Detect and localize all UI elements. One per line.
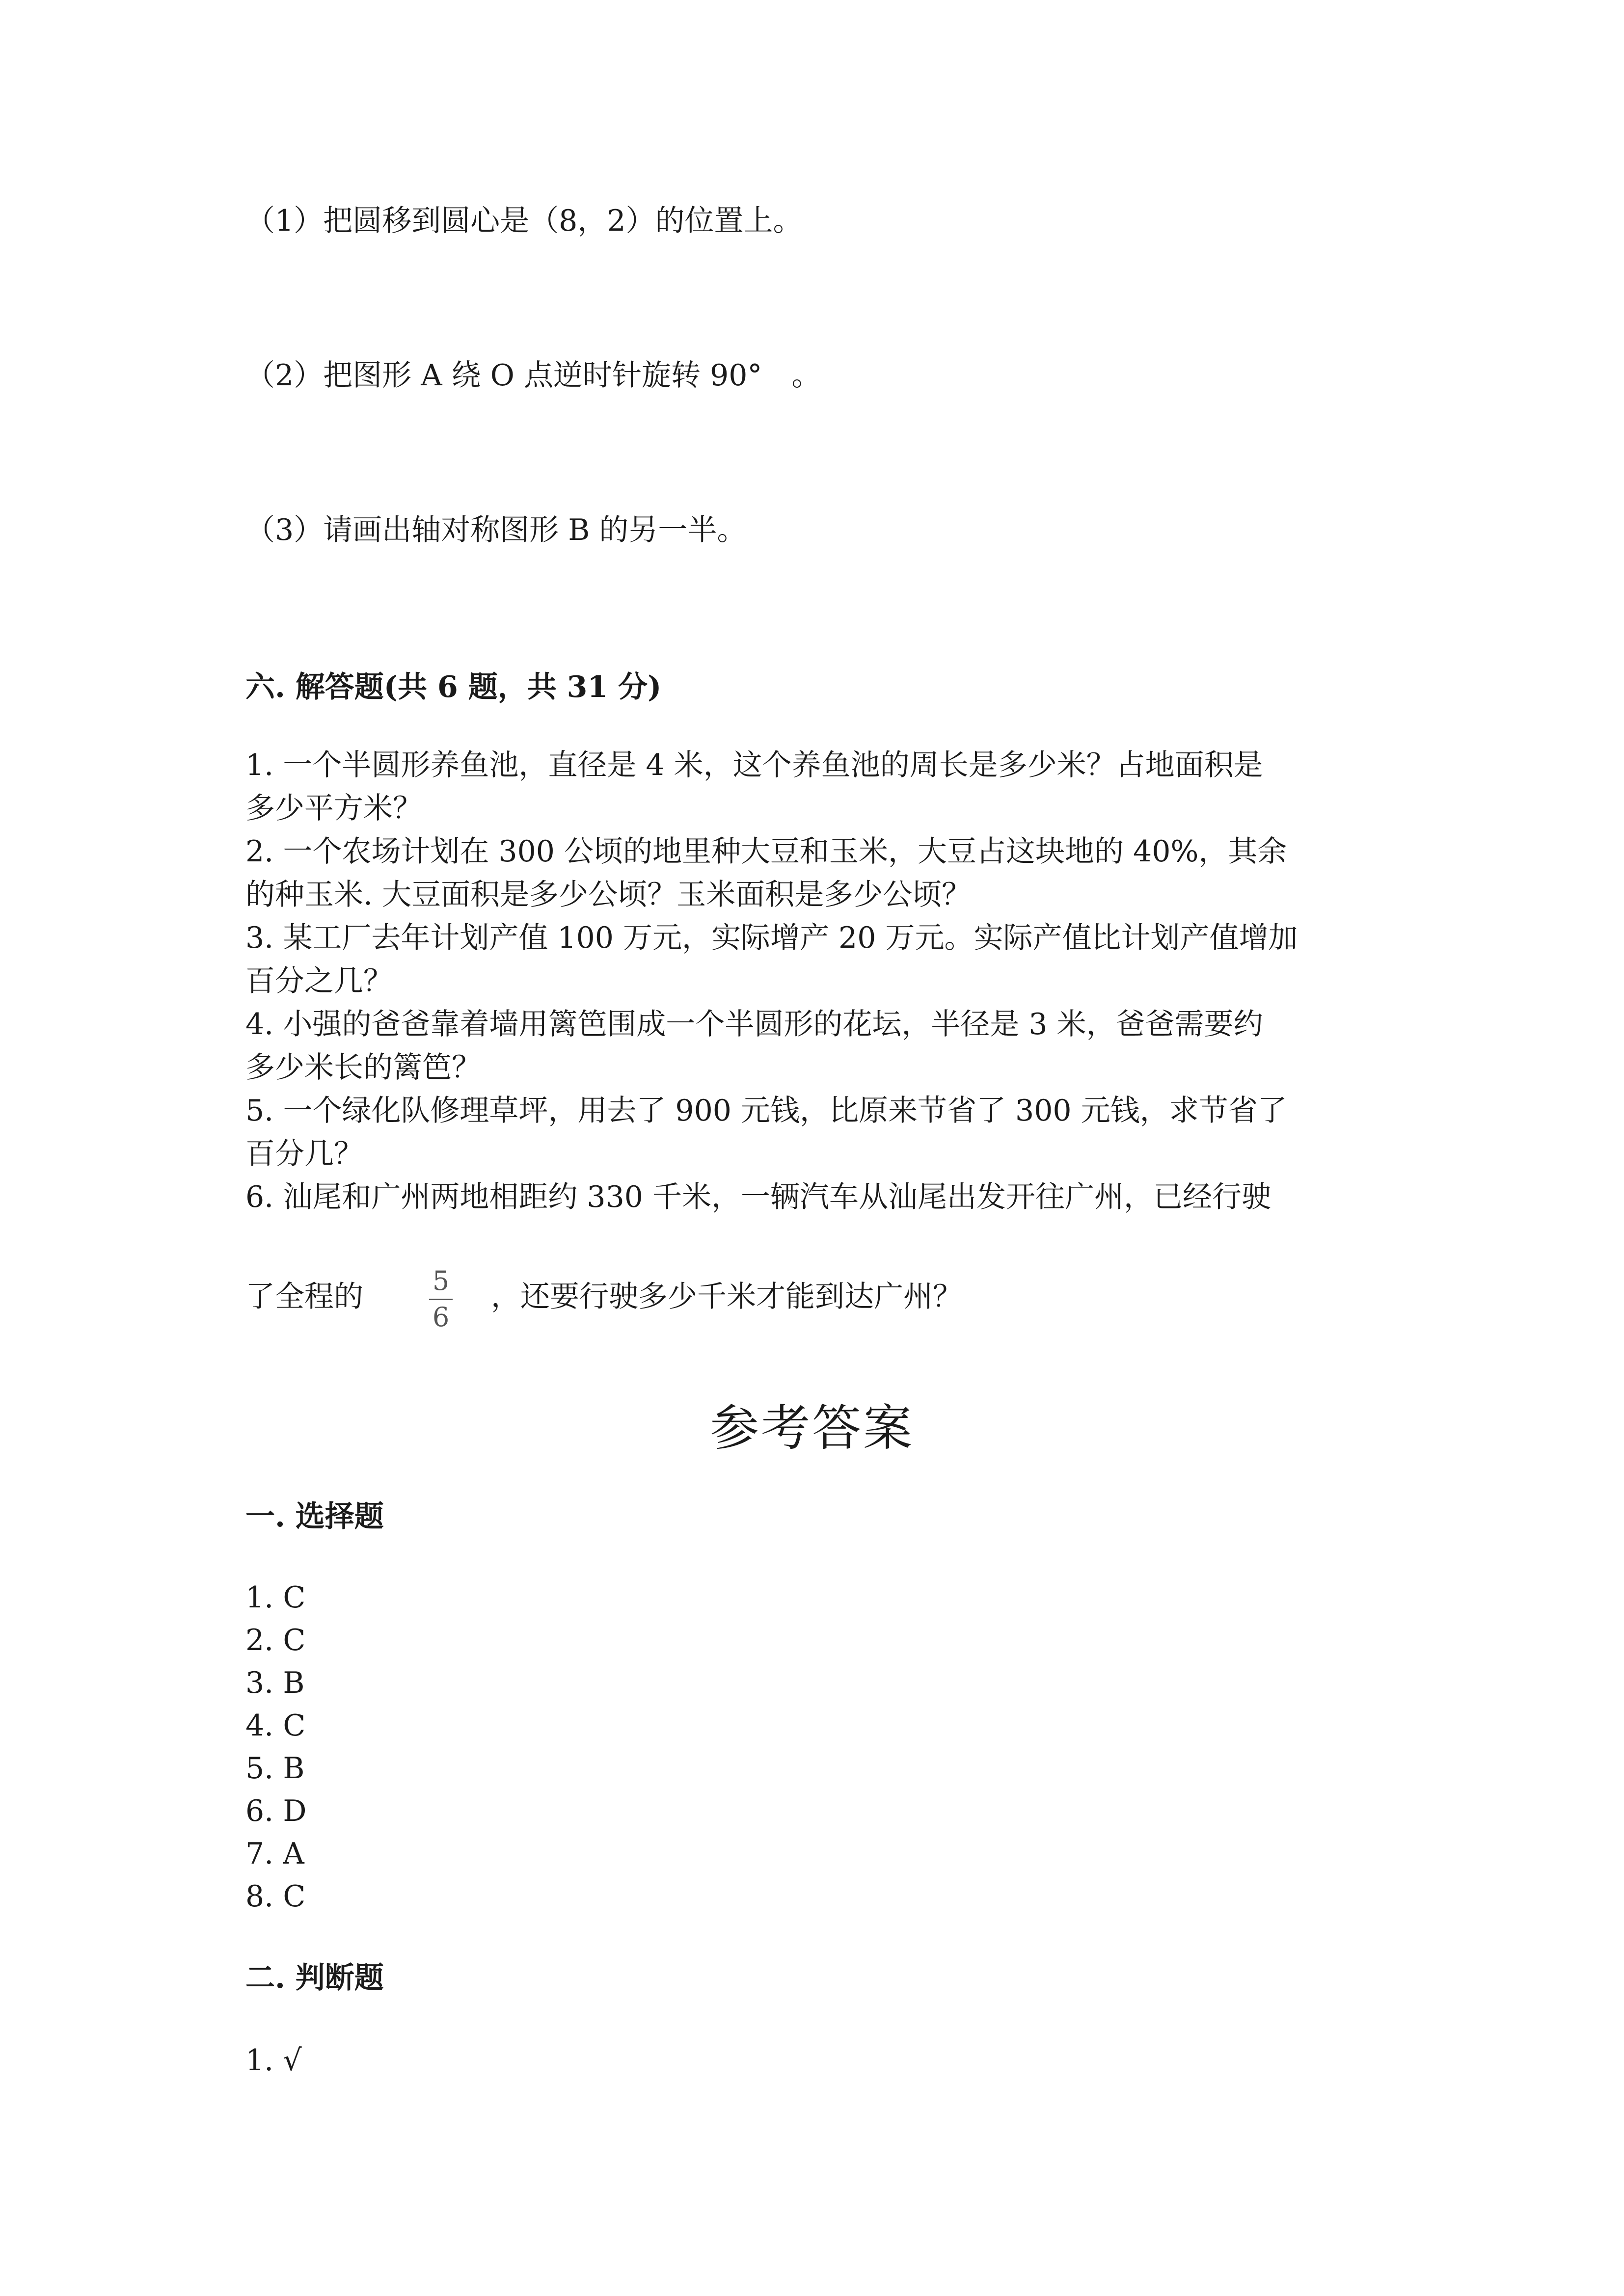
answer-item: 4. C: [245, 1709, 306, 1743]
fraction-denominator: 6: [432, 1302, 450, 1333]
problem-6-line-2-suffix: ，还要行驶多少千米才能到达广州？: [491, 1280, 962, 1314]
answer-section-heading-true-false: 二. 判断题: [245, 1961, 384, 1995]
problem-1-line-1: 1. 一个半圆形养鱼池，直径是 4 米，这个养鱼池的周长是多少米？占地面积是: [245, 748, 1263, 782]
problem-3-line-2: 百分之几？: [245, 964, 393, 998]
fraction-five-sixths: [426, 1266, 456, 1335]
answer-item: 5. B: [245, 1751, 305, 1786]
problem-6-line-2-prefix: 了全程的: [245, 1280, 363, 1314]
problem-4-line-1: 4. 小强的爸爸靠着墙用篱笆围成一个半圆形的花坛，半径是 3 米，爸爸需要约: [245, 1007, 1263, 1041]
problem-3-line-1: 3. 某工厂去年计划产值 100 万元，实际增产 20 万元。实际产值比计划产值增加: [245, 921, 1298, 955]
section-heading-answer-questions: 六. 解答题(共 6 题，共 31 分): [245, 670, 662, 704]
instruction-3: （3）请画出轴对称图形 B 的另一半。: [245, 513, 747, 547]
answer-item: 8. C: [245, 1879, 306, 1914]
instruction-2: （2）把图形 A 绕 O 点逆时针旋转 90° 。: [245, 358, 821, 393]
answer-key-title: 参考答案: [710, 1399, 914, 1457]
answer-item: 1. C: [245, 1580, 306, 1615]
fraction-numerator: 5: [432, 1265, 450, 1296]
answer-item: 7. A: [245, 1837, 304, 1871]
problem-4-line-2: 多少米长的篱笆？: [245, 1050, 481, 1085]
instruction-1: （1）把圆移到圆心是（8，2）的位置上。: [245, 204, 803, 238]
problem-5-line-1: 5. 一个绿化队修理草坪，用去了 900 元钱，比原来节省了 300 元钱，求节省了: [245, 1094, 1287, 1128]
answer-item: 3. B: [245, 1666, 305, 1700]
problem-2-line-1: 2. 一个农场计划在 300 公顷的地里种大豆和玉米，大豆占这块地的 40%，其余: [245, 834, 1287, 869]
problem-2-line-2: 的种玉米. 大豆面积是多少公顷？玉米面积是多少公顷？: [245, 878, 972, 912]
answer-item: 2. C: [245, 1623, 306, 1657]
problem-1-line-2: 多少平方米？: [245, 791, 422, 826]
answer-item: 1. √: [245, 2043, 302, 2078]
problem-5-line-2: 百分几？: [245, 1137, 363, 1171]
answer-item: 6. D: [245, 1794, 307, 1828]
problem-6-line-1: 6. 汕尾和广州两地相距约 330 千米，一辆汽车从汕尾出发开往广州，已经行驶: [245, 1180, 1271, 1214]
fraction-bar: [429, 1299, 453, 1300]
answer-section-heading-multiple-choice: 一. 选择题: [245, 1499, 384, 1534]
